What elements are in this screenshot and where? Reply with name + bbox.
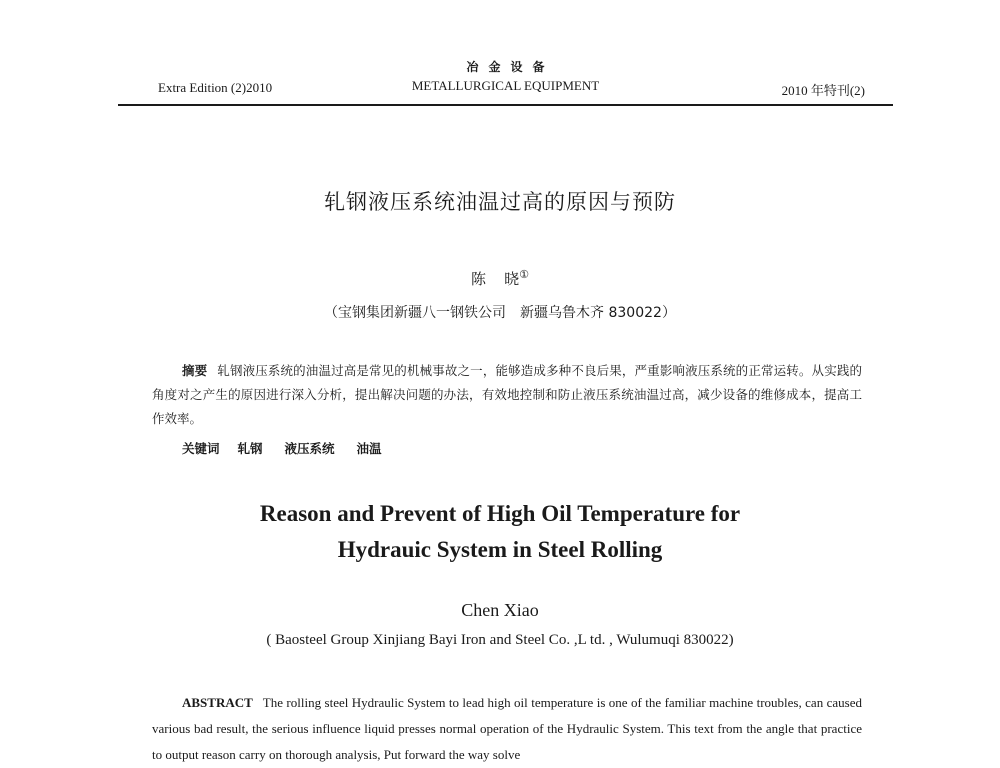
abstract-en — [152, 690, 862, 768]
journal-name-cn: 冶金设备 — [466, 60, 555, 74]
abstract-text-en: The rolling steel Hydraulic System to lead high oil temperature is one of the familiar machine troubles, can caused various bad result, the serious influence liquid presses normal operation of the Hydraulic System. This text from the angle that practice to output reason carry on thorough analysis, Put forward the way solve — [152, 695, 862, 762]
running-header — [118, 58, 893, 106]
journal-name-en: METALLURGICAL EQUIPMENT — [411, 78, 600, 93]
keywords-cn — [182, 439, 400, 457]
abstract-label-cn: 摘要 — [182, 363, 208, 378]
paper-title-en-line-2: Hydrauic System in Steel Rolling — [337, 537, 663, 562]
affiliation-en: ( Baosteel Group Xinjiang Bayi Iron and Steel Co. ,L td. , Wulumuqi 830022) — [266, 632, 734, 648]
journal-name — [118, 60, 893, 94]
keywords-label-cn: 关键词 — [182, 441, 220, 456]
author-surname-cn: 陈 — [471, 270, 487, 288]
abstract-text-cn: 轧钢液压系统的油温过高是常见的机械事故之一，能够造成多种不良后果，严重影响液压系统的正常运转。从实践的角度对之产生的原因进行深入分析，提出解决问题的办法，有效地控制和防止液压系统油温过高，减少设备的维修成本，提高工作效率。 — [152, 363, 862, 426]
author-en: Chen Xiao — [461, 600, 539, 620]
edition-label: Extra Edition (2)2010 — [158, 80, 273, 95]
author-footnote-mark: ① — [519, 268, 529, 281]
keyword: 轧钢 — [237, 441, 263, 456]
author-given-name-cn: 晓 — [504, 270, 520, 288]
abstract-label-en: ABSTRACT — [182, 695, 253, 710]
keyword: 油温 — [356, 441, 382, 456]
issue-label: 2010 年特刊(2) — [781, 83, 865, 98]
affiliation-cn: （宝钢集团新疆八一钢铁公司 新疆乌鲁木齐 830022） — [324, 305, 676, 321]
keyword: 液压系统 — [284, 441, 335, 456]
abstract-cn — [152, 359, 862, 431]
author-cn — [0, 268, 1000, 289]
paper-title-en — [0, 496, 1000, 568]
paper-title-cn: 轧钢液压系统油温过高的原因与预防 — [324, 190, 676, 214]
paper-title-en-line-1: Reason and Prevent of High Oil Temperature for — [259, 501, 741, 526]
